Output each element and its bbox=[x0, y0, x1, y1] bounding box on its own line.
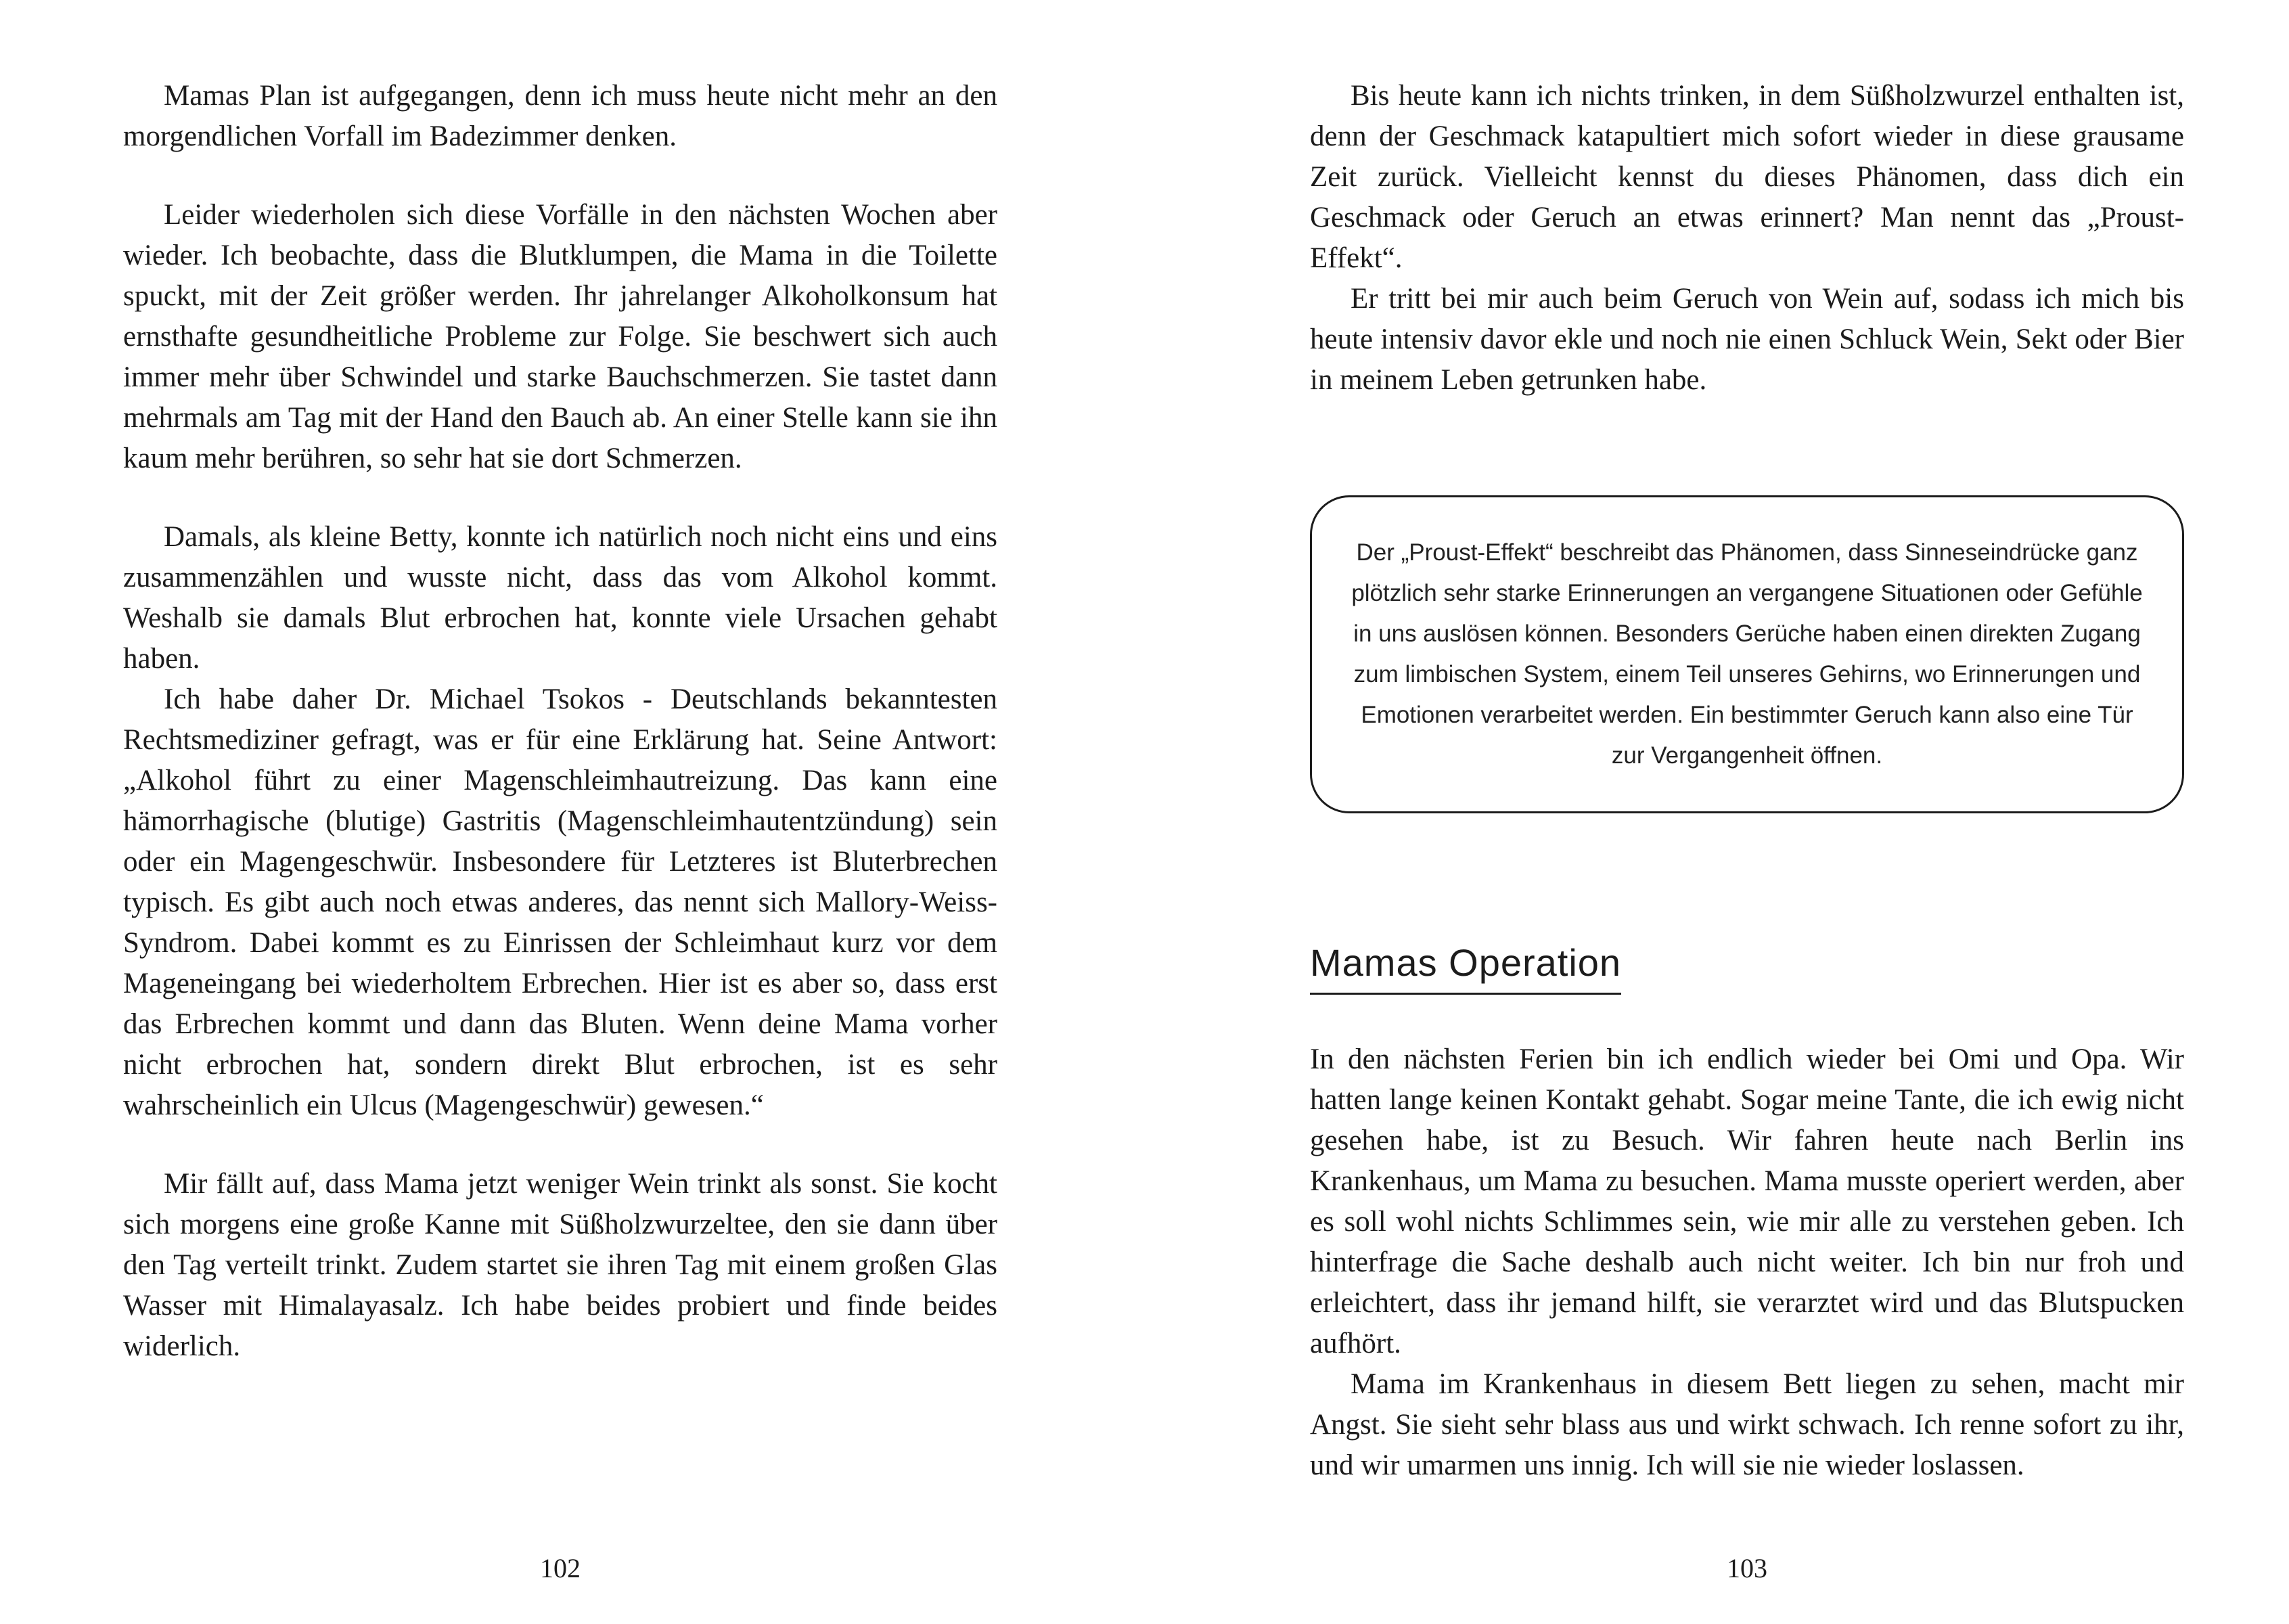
paragraph: Bis heute kann ich nichts trinken, in dem Süßholzwurzel enthalten ist, denn der Geschmack katapultiert mich sofort wieder in diese grausame Zeit zurück. Vielleicht kennst du dieses Phänomen, dass dich ein Geschmack oder Geruch an etwas erinnert? Man nennt das „Proust-Effekt“. bbox=[1310, 80, 2184, 274]
paragraph: Er tritt bei mir auch beim Geruch von Wein auf, sodass ich mich bis heute intensiv davor ekle und noch nie einen Schluck Wein, Sekt oder Bier in meinem Leben getrunken habe. bbox=[1310, 283, 2184, 396]
left-text-column bbox=[123, 76, 997, 1367]
page-right bbox=[1310, 76, 2184, 1585]
section-heading-text: Mamas Operation bbox=[1310, 941, 1621, 995]
paragraph: Mamas Plan ist aufgegangen, denn ich muss heute nicht mehr an den morgendlichen Vorfall im Badezimmer denken. bbox=[123, 80, 997, 152]
section-heading bbox=[1310, 941, 2184, 995]
paragraph: Leider wiederholen sich diese Vorfälle in den nächsten Wochen aber wieder. Ich beobachte, dass die Blutklumpen, die Mama in die Toilette spuckt, mit der Zeit größer werden. Ihr jahrelanger Alkoholkonsum hat ernsthafte gesundheitliche Probleme zur Folge. Sie beschwert sich auch immer mehr über Schwindel und starke Bauchschmerzen. Sie tastet dann mehrmals am Tag mit der Hand den Bauch ab. An einer Stelle kann sie ihn kaum mehr berühren, so sehr hat sie dort Schmerzen. bbox=[123, 199, 997, 474]
right-text-column bbox=[1310, 76, 2184, 1486]
paragraph: In den nächsten Ferien bin ich endlich wieder bei Omi und Opa. Wir hatten lange keinen Kontakt gehabt. Sogar meine Tante, die ich ewig nicht gesehen habe, ist zu Besuch. Wir fahren heute nach Berlin ins Krankenhaus, um Mama zu besuchen. Mama musste operiert werden, aber es soll wohl nichts Schlimmes sein, wie mir alle zu verstehen geben. Ich hinterfrage die Sache deshalb auch nicht weiter. Ich bin nur froh und erleichtert, dass ihr jemand hilft, sie verarztet wird und das Blutspucken aufhört. bbox=[1310, 1043, 2184, 1359]
paragraph: Mama im Krankenhaus in diesem Bett liegen zu sehen, macht mir Angst. Sie sieht sehr blass aus und wirkt schwach. Ich renne sofort zu ihr, und wir umarmen uns innig. Ich will sie nie wieder loslassen. bbox=[1310, 1368, 2184, 1481]
paragraph: Ich habe daher Dr. Michael Tsokos - Deutschlands bekanntesten Rechtsmediziner gefragt, was er für eine Erklärung hat. Seine Antwort: „Alkohol führt zu einer Magenschleimhautreizung. Das kann eine hämorrhagische (blutige) Gastritis (Magenschleimhautentzündung) sein oder ein Magengeschwür. Insbesondere für Letzteres ist Bluterbrechen typisch. Es gibt auch noch etwas anderes, das nennt sich Mallory-Weiss-Syndrom. Dabei kommt es zu Einrissen der Schleimhaut kurz vor dem Mageneingang bei wiederholtem Erbrechen. Hier ist es aber so, dass erst das Erbrechen kommt und dann das Bluten. Wenn deine Mama vorher nicht erbrochen hat, sondern direkt Blut erbrochen, ist es sehr wahrscheinlich ein Ulcus (Magengeschwür) gewesen.“ bbox=[123, 683, 997, 1121]
info-box-text: Der „Proust-Effekt“ beschreibt das Phänomen, dass Sinneseindrücke ganz plötzlich sehr starke Erinnerungen an vergangene Situationen oder Gefühle in uns auslösen können. Besonders Gerüche haben einen direkten Zugang zum limbischen System, einem Teil unseres Gehirns, wo Erinnerungen und Emotionen verarbeitet werden. Ein bestimmter Geruch kann also eine Tür zur Vergangenheit öffnen. bbox=[1351, 539, 2143, 769]
page-number-right: 103 bbox=[1727, 1553, 1767, 1583]
page-number-left: 102 bbox=[540, 1553, 581, 1583]
info-box bbox=[1310, 495, 2184, 813]
paragraph: Mir fällt auf, dass Mama jetzt weniger Wein trinkt als sonst. Sie kocht sich morgens eine große Kanne mit Süßholzwurzeltee, den sie dann über den Tag verteilt trinkt. Zudem startet sie ihren Tag mit einem großen Glas Wasser mit Himalayasalz. Ich habe beides probiert und finde beides widerlich. bbox=[123, 1168, 997, 1362]
page-left bbox=[123, 76, 997, 1585]
paragraph: Damals, als kleine Betty, konnte ich natürlich noch nicht eins und eins zusammenzählen und wusste nicht, dass das vom Alkohol kommt. Weshalb sie damals Blut erbrochen hat, konnte viele Ursachen gehabt haben. bbox=[123, 521, 997, 675]
